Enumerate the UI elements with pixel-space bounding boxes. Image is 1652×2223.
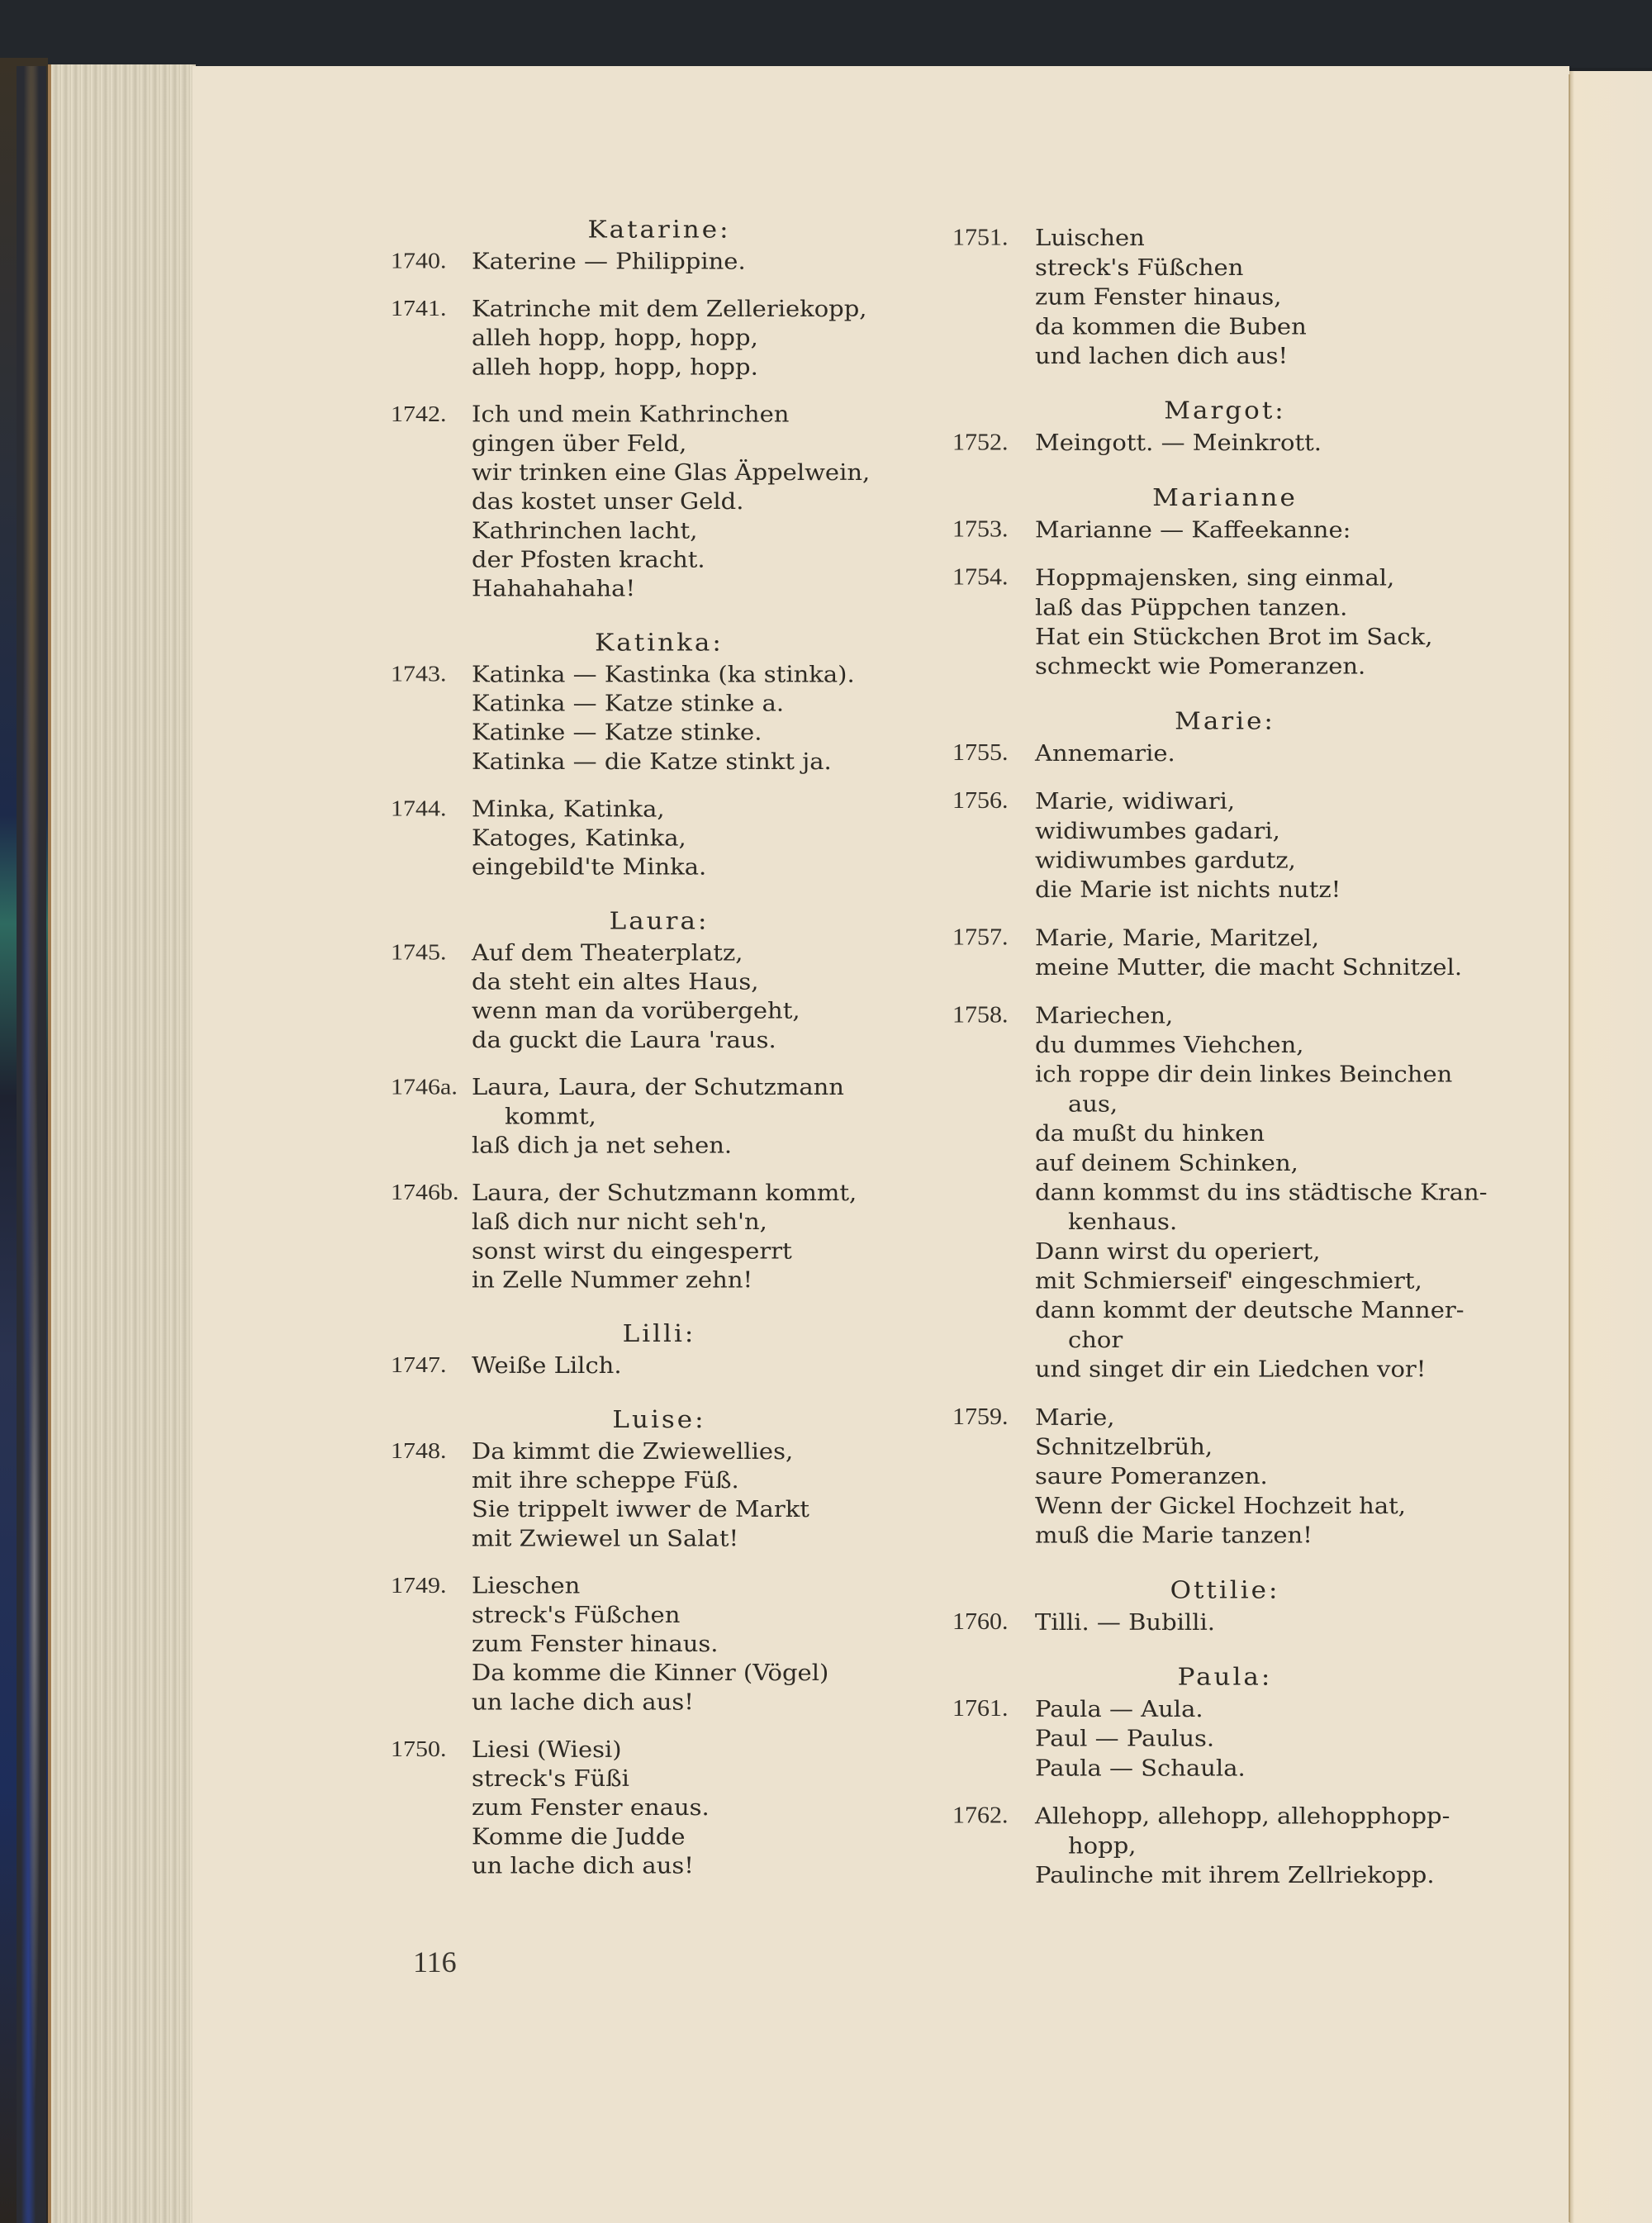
verse-lines xyxy=(472,1072,928,1160)
verse-line: Paula — Schaula. xyxy=(1035,1755,1246,1781)
verse-entry xyxy=(391,1351,928,1380)
entry-number: 1742. xyxy=(391,401,447,427)
section-heading: Marianne xyxy=(1152,483,1298,512)
verse-lines xyxy=(1035,923,1498,981)
verse-line: laß dich ja net sehen. xyxy=(472,1132,733,1159)
verse-line: zum Fenster enaus. xyxy=(472,1794,710,1821)
verse-line: kenhaus. xyxy=(1068,1208,1178,1235)
verse-line: schmeckt wie Pomeranzen. xyxy=(1035,653,1366,680)
section-heading: Laura: xyxy=(609,907,710,935)
verse-line: hopp, xyxy=(1068,1831,1137,1859)
verse-lines xyxy=(472,1351,928,1380)
verse-lines xyxy=(1035,1000,1498,1384)
verse-lines xyxy=(1035,515,1498,544)
verse-line: Paula — Aula. xyxy=(1035,1695,1203,1722)
verse-lines xyxy=(1035,563,1498,681)
verse-line: du dummes Viehchen, xyxy=(1035,1031,1304,1058)
verse-line: Marie, xyxy=(1035,1404,1115,1431)
verse-line: wir trinken eine Glas Äppelwein, xyxy=(472,459,871,486)
entry-number: 1755. xyxy=(952,739,1009,766)
verse-line: chor xyxy=(1068,1326,1123,1353)
verse-line: Laura, Laura, der Schutzmann xyxy=(472,1074,844,1100)
verse-entry xyxy=(952,428,1498,458)
verse-line: alleh hopp, hopp, hopp, xyxy=(472,325,758,351)
verse-line: Liesi (Wiesi) xyxy=(472,1736,622,1763)
section-heading: Katarine: xyxy=(587,216,731,245)
verse-line: Mariechen, xyxy=(1035,1001,1174,1028)
verse-line: Marianne — Kaffeekanne: xyxy=(1035,516,1351,543)
section-heading: Paula: xyxy=(1177,1663,1273,1692)
section-heading: Katinka: xyxy=(595,629,724,657)
verse-line: Laura, der Schutzmann kommt, xyxy=(472,1179,857,1206)
verse-line: Hat ein Stückchen Brot im Sack, xyxy=(1035,623,1433,650)
verse-entry xyxy=(391,1072,928,1160)
verse-lines xyxy=(472,938,928,1054)
verse-entry xyxy=(952,1694,1498,1783)
section-heading: Margot: xyxy=(1164,397,1286,425)
verse-line: Marie, Marie, Maritzel, xyxy=(1035,924,1320,951)
verse-entry xyxy=(952,1801,1498,1889)
verse-lines xyxy=(472,1178,928,1294)
verse-line: Katerine — Philippine. xyxy=(472,248,746,275)
entry-number: 1761. xyxy=(952,1695,1009,1722)
verse-line: Weiße Lilch. xyxy=(472,1352,622,1379)
verse-lines xyxy=(472,1571,928,1717)
verse-line: die Marie ist nichts nutz! xyxy=(1035,876,1341,903)
verse-entry xyxy=(391,1571,928,1717)
entry-number: 1746a. xyxy=(391,1074,458,1100)
verse-line: aus, xyxy=(1068,1090,1118,1117)
verse-line: un lache dich aus! xyxy=(472,1852,694,1879)
verse-line: Katinke — Katze stinke. xyxy=(472,719,762,746)
section-heading: Ottilie: xyxy=(1170,1576,1280,1604)
verse-line: gingen über Feld, xyxy=(472,430,687,457)
binding-top xyxy=(0,0,1652,68)
section-heading: Marie: xyxy=(1175,707,1275,735)
verse-lines xyxy=(1035,786,1498,905)
verse-line: Auf dem Theaterplatz, xyxy=(472,939,743,966)
entry-number: 1756. xyxy=(952,787,1009,814)
verse-entry xyxy=(391,400,928,603)
verse-entry xyxy=(952,1000,1498,1384)
verse-line: dann kommt der deutsche Manner- xyxy=(1035,1296,1464,1323)
verse-line: Da komme die Kinner (Vögel) xyxy=(472,1660,829,1686)
entry-number: 1762. xyxy=(952,1803,1009,1829)
verse-entry xyxy=(391,1735,928,1880)
verse-lines xyxy=(472,400,928,603)
verse-line: der Pfosten kracht. xyxy=(472,546,705,573)
entry-number: 1747. xyxy=(391,1352,447,1378)
verse-lines xyxy=(472,247,928,276)
left-column xyxy=(391,213,928,1898)
verse-line: Marie, widiwari, xyxy=(1035,787,1236,815)
verse-line: Tilli. — Bubilli. xyxy=(1035,1608,1215,1636)
verse-line: und singet dir ein Liedchen vor! xyxy=(1035,1356,1427,1383)
verse-line: zum Fenster hinaus. xyxy=(472,1631,719,1657)
verse-entry xyxy=(391,660,928,777)
verse-line: Katinka — Kastinka (ka stinka). xyxy=(472,661,855,687)
verse-line: Paulinche mit ihrem Zellriekopp. xyxy=(1035,1861,1435,1888)
verse-lines xyxy=(1035,1801,1498,1889)
verse-lines xyxy=(1035,223,1498,370)
verse-line: sonst wirst du eingesperrt xyxy=(472,1237,792,1264)
marbled-endpaper xyxy=(17,66,46,2223)
verse-entry xyxy=(952,515,1498,544)
verse-line: auf deinem Schinken, xyxy=(1035,1149,1298,1176)
entry-number: 1750. xyxy=(391,1736,447,1762)
verse-line: da kommen die Buben xyxy=(1035,312,1307,340)
entry-number: 1748. xyxy=(391,1437,447,1464)
verse-line: streck's Füßchen xyxy=(1035,254,1244,281)
verse-line: da steht ein altes Haus, xyxy=(472,968,759,995)
verse-lines xyxy=(472,294,928,382)
verse-lines xyxy=(1035,739,1498,768)
verse-entry xyxy=(391,294,928,382)
entry-number: 1754. xyxy=(952,564,1009,591)
verse-line: laß dich nur nicht seh'n, xyxy=(472,1209,767,1235)
right-column xyxy=(952,223,1498,1908)
entry-number: 1760. xyxy=(952,1608,1009,1635)
verse-entry xyxy=(952,923,1498,981)
verse-line: mit Zwiewel un Salat! xyxy=(472,1525,739,1551)
verse-entry xyxy=(391,1437,928,1553)
verse-line: Allehopp, allehopp, allehopphopp- xyxy=(1035,1803,1450,1830)
verse-line: und lachen dich aus! xyxy=(1035,342,1289,369)
verse-line: Annemarie. xyxy=(1035,739,1175,767)
verse-line: kommt, xyxy=(505,1103,596,1129)
verse-line: eingebild'te Minka. xyxy=(472,853,707,881)
verse-line: alleh hopp, hopp, hopp. xyxy=(472,354,758,380)
verse-line: un lache dich aus! xyxy=(472,1689,694,1715)
verse-line: Meingott. — Meinkrott. xyxy=(1035,429,1322,456)
verse-line: da guckt die Laura 'raus. xyxy=(472,1026,776,1053)
verse-line: Hahahahaha! xyxy=(472,575,636,602)
verse-line: dann kommst du ins städtische Kran- xyxy=(1035,1179,1488,1206)
verse-line: widiwumbes gadari, xyxy=(1035,817,1280,844)
verse-entry xyxy=(391,794,928,881)
verse-lines xyxy=(1035,1403,1498,1550)
verse-entry xyxy=(952,223,1498,370)
page-stack-edge xyxy=(48,64,196,2223)
verse-line: streck's Füßchen xyxy=(472,1601,681,1628)
verse-lines xyxy=(472,1735,928,1880)
book-page xyxy=(192,66,1569,2223)
verse-entry xyxy=(952,739,1498,768)
verse-entry xyxy=(952,563,1498,681)
verse-line: Minka, Katinka, xyxy=(472,796,665,822)
verse-line: Schnitzelbrüh, xyxy=(1035,1433,1213,1461)
section-heading: Lilli: xyxy=(622,1320,696,1348)
entry-number: 1741. xyxy=(391,295,447,321)
verse-line: wenn man da vorübergeht, xyxy=(472,997,800,1024)
verse-line: laß das Püppchen tanzen. xyxy=(1035,593,1348,620)
verse-line: Lieschen xyxy=(472,1572,581,1599)
verse-entry xyxy=(952,1403,1498,1550)
entry-number: 1745. xyxy=(391,939,447,965)
verse-line: muß die Marie tanzen! xyxy=(1035,1522,1313,1549)
verse-line: das kostet unser Geld. xyxy=(472,488,744,515)
verse-line: Wenn der Gickel Hochzeit hat, xyxy=(1035,1492,1406,1519)
verse-line: Komme die Judde xyxy=(472,1823,686,1850)
entry-number: 1744. xyxy=(391,796,447,821)
verse-line: streck's Füßi xyxy=(472,1765,629,1792)
verse-line: zum Fenster hinaus, xyxy=(1035,283,1282,311)
verse-line: widiwumbes gardutz, xyxy=(1035,847,1296,874)
verse-line: Ich und mein Kathrinchen xyxy=(472,401,790,428)
verse-line: meine Mutter, die macht Schnitzel. xyxy=(1035,953,1463,981)
facing-page-edge xyxy=(1569,71,1652,2223)
verse-line: Katinka — Katze stinke a. xyxy=(472,690,785,717)
section-heading: Luise: xyxy=(612,1405,706,1434)
verse-entry xyxy=(391,247,928,276)
verse-lines xyxy=(1035,1608,1498,1637)
verse-entry xyxy=(391,1178,928,1294)
entry-number: 1749. xyxy=(391,1572,447,1598)
entry-number: 1746b. xyxy=(391,1179,459,1205)
verse-line: ich roppe dir dein linkes Beinchen xyxy=(1035,1061,1453,1088)
verse-line: Da kimmt die Zwiewellies, xyxy=(472,1437,794,1465)
verse-lines xyxy=(1035,1694,1498,1783)
verse-lines xyxy=(472,794,928,881)
entry-number: 1757. xyxy=(952,924,1009,951)
verse-line: Katoges, Katinka, xyxy=(472,824,686,851)
entry-number: 1753. xyxy=(952,516,1009,543)
verse-line: Luischen xyxy=(1035,224,1145,251)
verse-line: Katinka — die Katze stinkt ja. xyxy=(472,748,832,775)
verse-lines xyxy=(472,660,928,777)
verse-entry xyxy=(952,1608,1498,1637)
verse-lines xyxy=(472,1437,928,1553)
entry-number: 1740. xyxy=(391,248,447,274)
gutter-line xyxy=(1569,74,1570,2222)
entry-number: 1752. xyxy=(952,429,1009,455)
verse-entry xyxy=(391,938,928,1054)
verse-line: da mußt du hinken xyxy=(1035,1119,1265,1147)
entry-number: 1758. xyxy=(952,1001,1009,1028)
verse-line: in Zelle Nummer zehn! xyxy=(472,1266,753,1293)
entry-number: 1743. xyxy=(391,661,447,686)
entry-number: 1751. xyxy=(952,224,1009,250)
page-number: 116 xyxy=(413,1945,457,1978)
verse-line: Dann wirst du operiert, xyxy=(1035,1237,1321,1265)
verse-line: Sie trippelt iwwer de Markt xyxy=(472,1496,809,1522)
verse-lines xyxy=(1035,428,1498,458)
verse-line: Paul — Paulus. xyxy=(1035,1725,1215,1752)
verse-line: Hoppmajensken, sing einmal, xyxy=(1035,564,1395,591)
verse-line: mit Schmierseif' eingeschmiert, xyxy=(1035,1267,1422,1294)
verse-entry xyxy=(952,786,1498,905)
entry-number: 1759. xyxy=(952,1404,1009,1430)
verse-line: saure Pomeranzen. xyxy=(1035,1462,1268,1489)
verse-line: Katrinche mit dem Zelleriekopp, xyxy=(472,295,867,322)
verse-line: Kathrinchen lacht, xyxy=(472,517,698,544)
verse-line: mit ihre scheppe Füß. xyxy=(472,1466,739,1494)
